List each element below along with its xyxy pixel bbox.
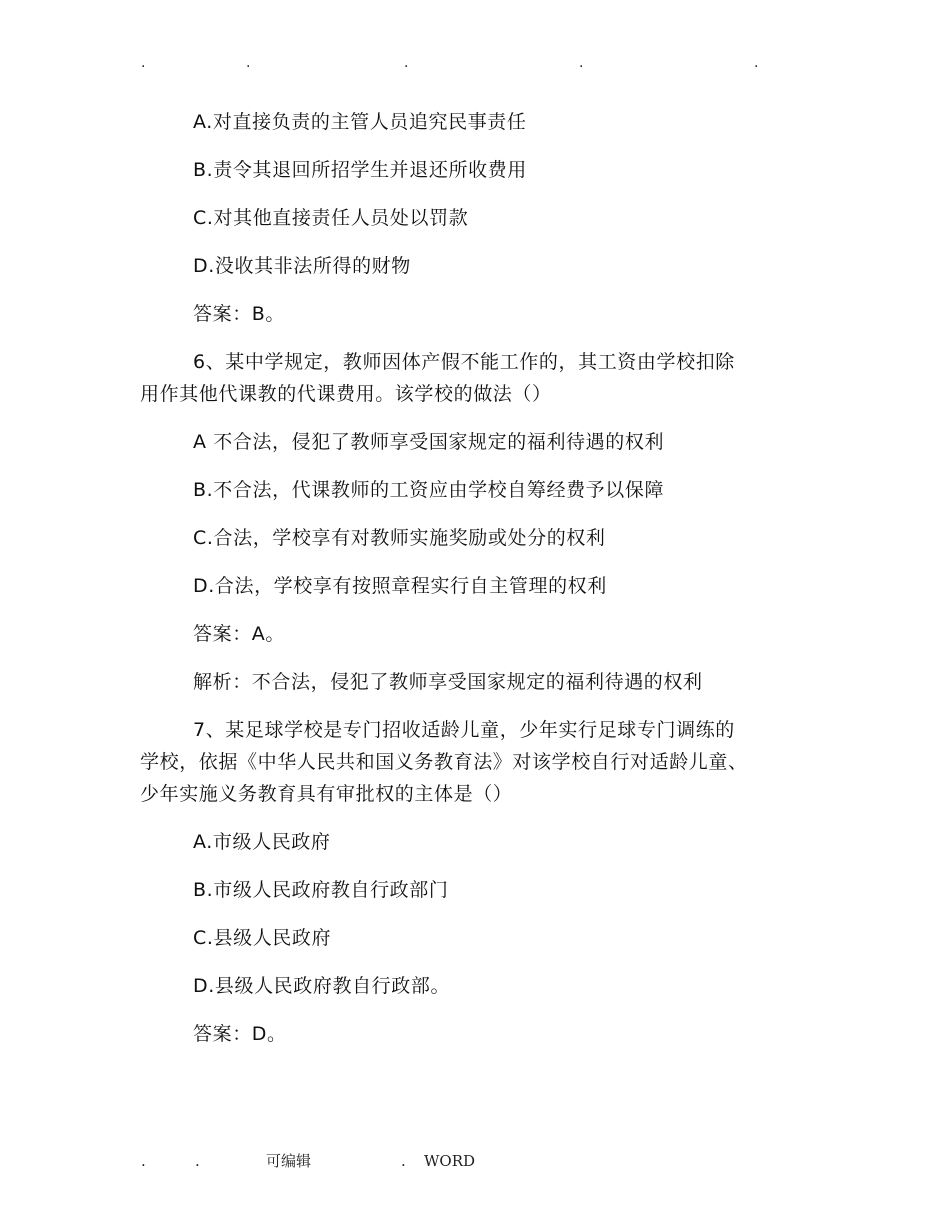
q6-analysis: 解析：不合法，侵犯了教师享受国家规定的福利待遇的权利	[193, 671, 703, 693]
header-dot: .	[579, 55, 584, 71]
q5-option-c: C.对其他直接责任人员处以罚款	[193, 207, 469, 229]
q7-stem-line-1: 7、某足球学校是专门招收适龄儿童，少年实行足球专门调练的	[193, 719, 735, 741]
q6-option-c: C.合法，学校享有对教师实施奖励或处分的权利	[193, 527, 606, 549]
q6-stem-line-2: 用作其他代课教的代课费用。该学校的做法（）	[140, 383, 552, 405]
q6-option-b: B.不合法，代课教师的工资应由学校自筹经费予以保障	[193, 479, 665, 501]
q6-option-d: D.合法，学校享有按照章程实行自主管理的权利	[193, 575, 607, 597]
footer-dot: .	[401, 1152, 406, 1170]
footer-word-label: WORD	[424, 1152, 476, 1170]
footer-editable-label: 可编辑	[266, 1152, 312, 1170]
q6-stem-line-1: 6、某中学规定，教师因体产假不能工作的，其工资由学校扣除	[193, 351, 735, 373]
header-dot: .	[754, 55, 759, 71]
q5-option-b: B.责令其退回所招学生并退还所收费用	[193, 159, 527, 181]
footer-dot: .	[141, 1152, 146, 1170]
q7-stem-line-2: 学校，依据《中华人民共和国义务教育法》对该学校自行对适龄儿童、	[140, 751, 748, 773]
q7-stem-line-3: 少年实施义务教育具有审批权的主体是（）	[140, 783, 513, 805]
q6-answer: 答案：A。	[193, 623, 285, 645]
q5-option-a: A.对直接负责的主管人员追究民事责任	[193, 111, 527, 133]
q7-option-c: C.县级人民政府	[193, 927, 332, 949]
q7-answer: 答案：D。	[193, 1023, 287, 1045]
q7-option-d: D.县级人民政府教自行政部。	[193, 975, 451, 997]
header-dot: .	[404, 55, 409, 71]
q6-option-a: A 不合法，侵犯了教师享受国家规定的福利待遇的权利	[193, 431, 665, 453]
header-dot: .	[246, 55, 251, 71]
footer-dot: .	[195, 1152, 200, 1170]
q7-option-a: A.市级人民政府	[193, 831, 331, 853]
q7-option-b: B.市级人民政府教自行政部门	[193, 879, 449, 901]
q5-answer: 答案：B。	[193, 303, 286, 325]
header-dot: .	[141, 55, 146, 71]
q5-option-d: D.没收其非法所得的财物	[193, 255, 411, 277]
